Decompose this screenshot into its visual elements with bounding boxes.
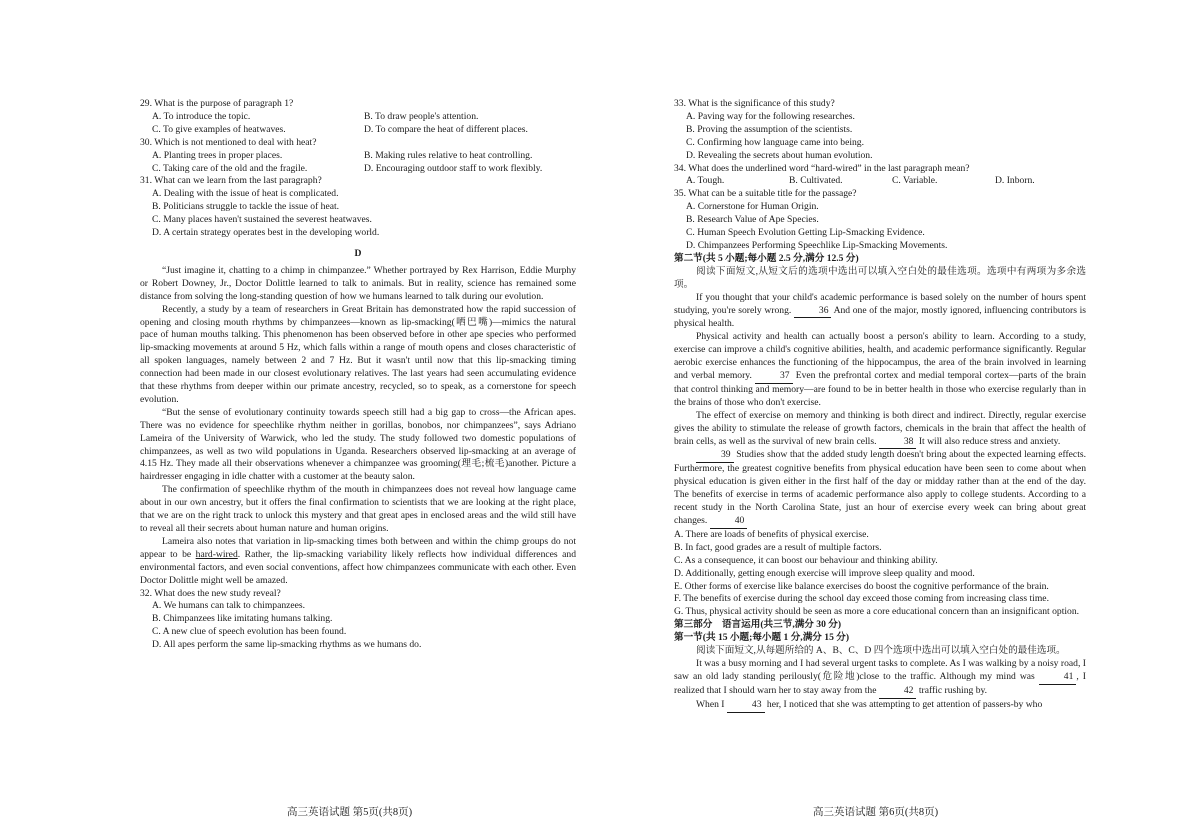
option: A. Planting trees in proper places. xyxy=(152,149,283,161)
option: C. Taking care of the old and the fragile. xyxy=(152,162,308,174)
question-29-options xyxy=(140,111,576,137)
option: B. Proving the assumption of the scientists. xyxy=(686,123,853,135)
option: A. Cornerstone for Human Origin. xyxy=(686,201,819,213)
left-page xyxy=(140,98,576,652)
option: C. A new clue of speech evolution has been found. xyxy=(152,626,347,638)
choice-list xyxy=(674,529,1086,619)
choice-option: G. Thus, physical activity should be seen as more a core educational concern than an insignificant option. xyxy=(674,606,1080,618)
option: D. All apes perform the same lip-smacking rhythms as we humans do. xyxy=(152,639,422,651)
text: Lameira also notes that variation in lip-smacking times both between and within the chimp groups do not appear to be xyxy=(140,535,576,560)
question-34-options xyxy=(674,175,1086,188)
option: D. To compare the heat of different places. xyxy=(364,123,528,135)
text: Physical activity and health can actually boost a person's ability to learn. According to a study, exercise can improve a child's cognitive abilities, health, and academic performance significantly. Regular aerobic exercise enhances the functioning of the hippocampus, the area of the brain involved in learning and verbal memory. xyxy=(674,331,1086,382)
option: C. Many places haven't sustained the severest heatwaves. xyxy=(152,214,372,226)
part-3-section-1-heading: 第一节(共 15 小题;每小题 1 分,满分 15 分) xyxy=(674,632,850,644)
blank-39: 39 xyxy=(696,449,734,463)
question-30-stem: 30. Which is not mentioned to deal with heat? xyxy=(140,136,317,148)
passage-paragraph-5 xyxy=(140,536,576,588)
blank-36: 36 xyxy=(794,305,832,319)
choice-option: A. There are loads of benefits of physical exercise. xyxy=(674,528,869,540)
cloze-paragraph-1 xyxy=(674,292,1086,332)
option: D. Encouraging outdoor staff to work flexibly. xyxy=(364,162,543,174)
option: B. Making rules relative to heat controlling. xyxy=(364,149,533,161)
blank-38: 38 xyxy=(879,436,917,450)
text: And one of the major, mostly ignored, influencing contributors is physical health. xyxy=(674,304,1086,330)
text: When I xyxy=(696,698,727,710)
section-2-instructions: 阅读下面短文,从短文后的选项中选出可以填入空白处的最佳选项。选项中有两项为多余选项。 xyxy=(674,265,1086,290)
question-32-options xyxy=(140,600,576,652)
blank-40: 40 xyxy=(710,515,748,529)
passage-paragraph-1: “Just imagine it, chatting to a chimp in chimpanzee.” Whether portrayed by Rex Harrison, Eddie Murphy or Robert Downey, Jr., Doctor Dolittle learned to talk to animals. But in reality, science has remained some distance from solving the long-standing question of how we humans learned to talk during our evolution. xyxy=(140,264,576,302)
text: . Rather, the lip-smacking variability likely reflects how individual differences and environmental factors, and even social conventions, affect how chimpanzees communicate with each other. Even Doctor Dolittle might well be amazed. xyxy=(140,548,576,586)
question-31-options xyxy=(140,188,576,240)
text: Even the prefrontal cortex and medial temporal cortex—parts of the brain that control thinking and memory—are found to be in better health in those who exercise regularly than in the brains of those who don't exercise. xyxy=(674,370,1086,408)
option: A. Dealing with the issue of heat is complicated. xyxy=(152,188,339,200)
text: It will also reduce stress and anxiety. xyxy=(916,435,1061,447)
right-page xyxy=(674,98,1086,713)
passage-paragraph-3: “But the sense of evolutionary continuity towards speech still had a big gap to cross—the African apes. There was no evidence for speechlike rhythm neither in gorillas, bonobos, nor chimpanzees”, says Adriano Lameira of the University of Warwick, who led the study. The study followed two domestic populations of chimpanzees, as well as two wild populations in Uganda. Researchers observed lip-smacking at an average of 4.15 Hz. They made all their observations whenever a chimpanzee was grooming(理毛;梳毛)another. Picture a hairdresser engaging in idle chatter with a customer at the beauty salon. xyxy=(140,406,576,483)
choice-option: D. Additionally, getting enough exercise will improve sleep quality and mood. xyxy=(674,567,975,579)
passage-paragraph-4: The confirmation of speechlike rhythm of the mouth in chimpanzees does not reveal how language came about in our own ancestry, but it offers the final confirmation to scientists that we are looking at the right place, that we are on the right track to unlock this mystery and that great apes in enclosed areas and the wild still have to reveal all their secrets about human nature and human origins. xyxy=(140,484,576,534)
blank-37: 37 xyxy=(755,370,793,384)
option: A. We humans can talk to chimpanzees. xyxy=(152,600,306,612)
question-34-stem: 34. What does the underlined word “hard-wired” in the last paragraph mean? xyxy=(674,162,970,174)
question-32-stem: 32. What does the new study reveal? xyxy=(140,587,281,599)
text: her, I noticed that she was attempting to get attention of passers-by who xyxy=(764,698,1043,710)
option: A. To introduce the topic. xyxy=(152,110,251,122)
text: , I realized that I should warn her to stay away from the xyxy=(674,670,1086,696)
option: C. Human Speech Evolution Getting Lip-Smacking Evidence. xyxy=(686,227,925,239)
choice-option: C. As a consequence, it can boost our behaviour and thinking ability. xyxy=(674,554,938,566)
section-d-heading: D xyxy=(354,247,362,259)
question-29-stem: 29. What is the purpose of paragraph 1? xyxy=(140,98,294,109)
option: B. To draw people's attention. xyxy=(364,110,479,122)
option: B. Politicians struggle to tackle the issue of heat. xyxy=(152,201,340,213)
blank-42: 42 xyxy=(879,685,917,699)
blank-41: 41 xyxy=(1039,671,1077,685)
option: D. Chimpanzees Performing Speechlike Lip-Smacking Movements. xyxy=(686,239,948,251)
question-35-options xyxy=(674,201,1086,253)
text: Studies show that the added study length doesn't bring about the expected learning effects. Furthermore, the greatest cognitive benefits from physical education have been seen to come about when physical education is given either in the first half of the day or midday rather than at the end of the day. The benefits of exercise in terms of academic performance also apply to college students. According to a recent study in the North Carolina State, just an hour of exercise every week can bring about great changes. xyxy=(674,449,1086,526)
text: The effect of exercise on memory and thinking is both direct and indirect. Directly, regular exercise gives the ability to stimulate the release of growth factors, chemicals in the brain that affect the health of brain cells, as well as the survival of new brain cells. xyxy=(674,409,1086,447)
choice-option: E. Other forms of exercise like balance exercises do boost the cognitive performance of the brain. xyxy=(674,580,1049,592)
page-footer-left: 高三英语试题 第5页(共8页) xyxy=(287,807,413,818)
option: A. Paving way for the following researches. xyxy=(686,110,855,122)
choice-option: F. The benefits of exercise during the school day exceed those coming from increasing class time. xyxy=(674,593,1049,605)
cloze-story-paragraph-1 xyxy=(674,658,1086,699)
question-31-stem: 31. What can we learn from the last paragraph? xyxy=(140,175,322,187)
section-2-heading: 第二节(共 5 小题;每小题 2.5 分,满分 12.5 分) xyxy=(674,252,859,264)
option: B. Cultivated. xyxy=(789,175,843,187)
part-3-instructions: 阅读下面短文,从每题所给的 A、B、C、D 四个选项中选出可以填入空白处的最佳选项。 xyxy=(696,645,1066,657)
option: D. Inborn. xyxy=(995,175,1035,187)
option: B. Chimpanzees like imitating humans talking. xyxy=(152,613,333,625)
option: D. A certain strategy operates best in the developing world. xyxy=(152,227,380,239)
page-footer-right: 高三英语试题 第6页(共8页) xyxy=(813,807,939,818)
option: A. Tough. xyxy=(686,175,725,187)
question-30-options xyxy=(140,150,576,176)
part-3-heading: 第三部分 语言运用(共三节,满分 30 分) xyxy=(674,619,842,631)
blank-43: 43 xyxy=(727,699,765,713)
question-33-options xyxy=(674,111,1086,163)
cloze-paragraph-3 xyxy=(674,410,1086,450)
option: B. Research Value of Ape Species. xyxy=(686,214,819,226)
cloze-paragraph-2 xyxy=(674,331,1086,409)
text: If you thought that your child's academic performance is based solely on the number of hours spent studying, you're sorely wrong. xyxy=(674,291,1086,316)
cloze-paragraph-4 xyxy=(674,449,1086,528)
text: It was a busy morning and I had several urgent tasks to complete. As I was walking by a noisy road, I saw an old lady standing perilously(危险地)close to the traffic. Although my mind was xyxy=(674,657,1086,682)
text: traffic rushing by. xyxy=(916,684,988,696)
question-35-stem: 35. What can be a suitable title for the passage? xyxy=(674,188,857,200)
question-33-stem: 33. What is the significance of this study? xyxy=(674,98,835,109)
option: C. Confirming how language came into being. xyxy=(686,136,864,148)
passage-paragraph-2: Recently, a study by a team of researchers in Great Britain has demonstrated how the rapid succession of opening and closing mouth rhythms by chimpanzees—known as lip-smacking(哂巴嘴)—mimics the natural pace of human mouths talking. This phenomenon has been observed before in other ape species who performed lip-smacking movements at around 5 Hz, which falls within a range of mouth opens and closes characteristic of all spoken languages, namely between 2 and 7 Hz. But it wasn't until now that this lip-smacking timing connection had been made in our closest evolutionary relatives. The last years had seen accumulating evidence that these rhythms from deeper within our primate ancestry, recycled, so to speak, as a cornerstone for speech evolution. xyxy=(140,303,576,405)
option: C. Variable. xyxy=(892,175,938,187)
choice-option: B. In fact, good grades are a result of multiple factors. xyxy=(674,541,882,553)
cloze-story-paragraph-2 xyxy=(674,699,1086,713)
option: C. To give examples of heatwaves. xyxy=(152,123,286,135)
option: D. Revealing the secrets about human evolution. xyxy=(686,149,873,161)
underlined-word: hard-wired xyxy=(195,548,238,560)
